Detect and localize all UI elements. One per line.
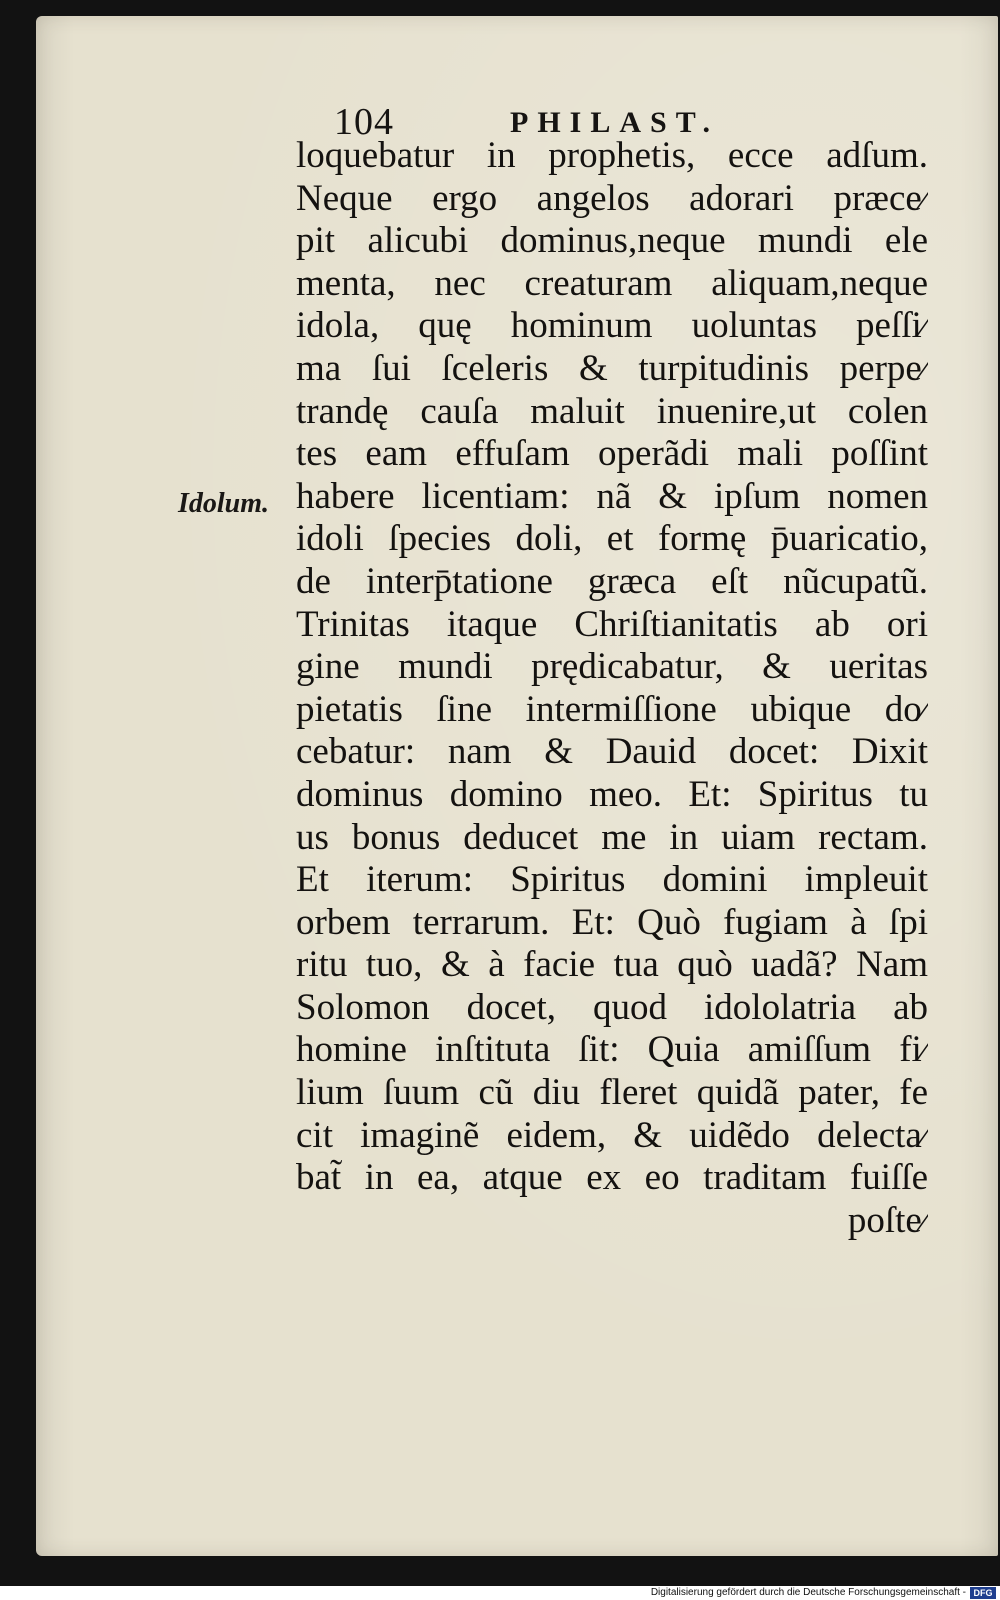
text-line: de interp̄tatione græca eſt nũcupatũ. [296,560,928,602]
text-line: Trinitas itaque Chriſtianitatis ab ori [296,603,928,645]
text-line: us bonus deducet me in uiam rectam. [296,816,928,858]
text-line: Solomon docet, quod idololatria ab [296,986,928,1028]
text-line: poſte⁄ [847,1199,928,1241]
marginal-note: Idolum. [178,488,270,519]
text-line: gine mundi prędicabatur, & ueritas [296,646,928,688]
running-head: PHILAST. [510,106,719,139]
dfg-logo-icon: DFG [970,1587,996,1599]
text-line: homine inſtituta ſit: Quia amiſſum fi⁄ [296,1029,928,1071]
text-line: cit imaginẽ eidem, & uidẽdo delecta⁄ [296,1114,928,1156]
text-line: ritu tuo, & à facie tua quò uadã? Nam [296,944,928,986]
text-line: idola, quę hominum uoluntas peſſi⁄ [296,305,928,347]
funding-credit: Digitalisierung gefördert durch die Deutsche Forschungsgemeinschaft - [650,1587,966,1598]
text-line: idoli ſpecies doli, et formę p̄uaricatio, [296,518,928,560]
text-line: trandę cauſa maluit inuenire,ut colen [296,390,928,432]
text-line: pit alicubi dominus,neque mundi ele [296,220,928,262]
text-line: Neque ergo angelos adorari præce⁄ [296,177,928,219]
text-line: ma ſui ſceleris & turpitudinis perpe⁄ [296,347,928,389]
text-line: cebatur: nam & Dauid docet: Dixit [296,731,928,773]
text-line: Et iterum: Spiritus domini impleuit [296,859,928,901]
text-line: dominus domino meo. Et: Spiritus tu [296,773,928,815]
text-line: lium ſuum cũ diu fleret quidã pater, fe [296,1072,928,1114]
text-line: habere licentiam: nã & ipſum nomen [296,475,928,517]
text-line: pietatis ſine intermiſſione ubique do⁄ [296,688,928,730]
text-line: orbem terrarum. Et: Quò fugiam à ſpi [296,901,928,943]
text-line: loquebatur in prophetis, ecce adſum. [296,135,928,176]
body-text [296,135,928,1242]
digitization-footer [0,1586,1000,1600]
text-line: menta, nec creaturam aliquam,neque [296,262,928,304]
text-line: bat̃ in ea, atque ex eo traditam fuiſſe [296,1157,928,1199]
text-line: tes eam effuſam operãdi mali poſſint [296,433,928,475]
page-number: 104 [334,101,394,143]
